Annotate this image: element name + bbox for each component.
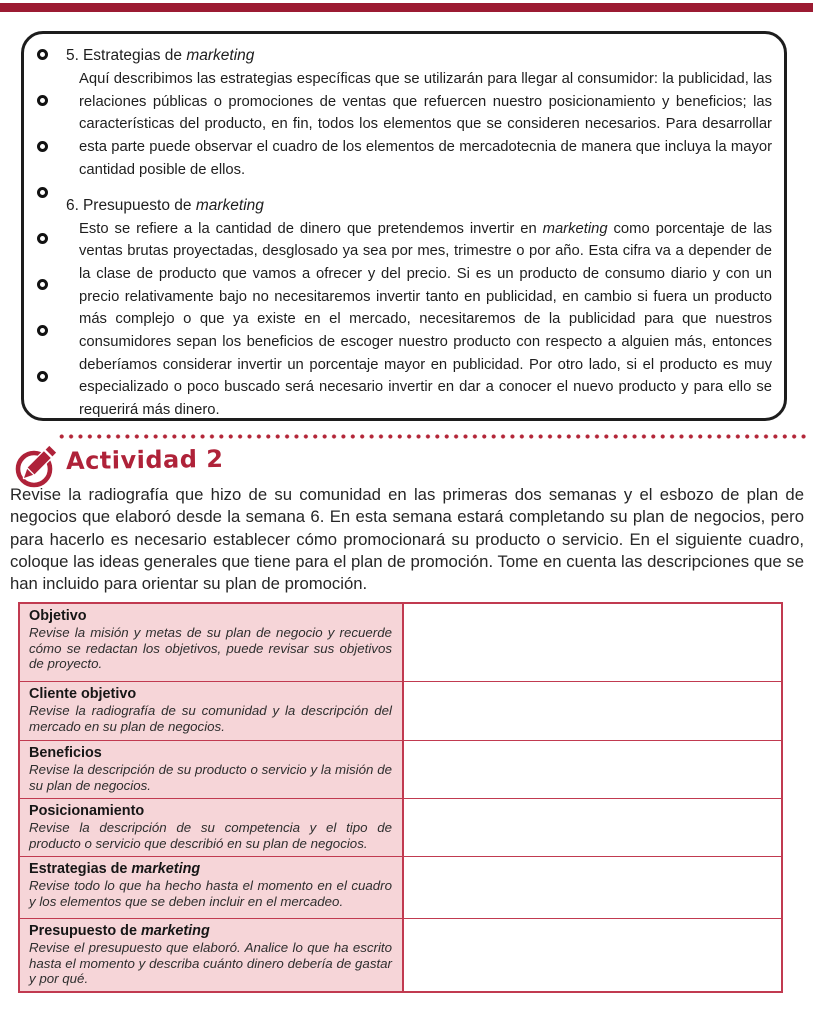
row-description: Revise la misión y metas de su plan de negocio y recuerde cómo se redactan los objetivos, puede revisar sus objetivos de proyecto. (29, 625, 392, 672)
page-top-accent-bar (0, 3, 813, 12)
row-description: Revise el presupuesto que elaboró. Analice lo que ha escrito hasta el momento y describa cuánto dinero debería de gastar y por qué. (29, 940, 392, 987)
binding-hole-icon (37, 95, 48, 106)
item-title-text: Estrategias de marketing (82, 47, 255, 64)
binding-hole-icon (37, 325, 48, 336)
notebook-box (21, 31, 787, 421)
binding-hole-icon (37, 49, 48, 60)
item-title (66, 45, 772, 67)
promotion-table (18, 602, 783, 993)
row-description: Revise la descripción de su competencia y el tipo de producto o servicio que describió en su plan de negocios. (29, 820, 392, 851)
answer-cell (404, 682, 781, 740)
answer-cell (404, 919, 781, 991)
list-item-marketing-budget (66, 195, 772, 422)
prompt-cell (20, 799, 404, 856)
table-row (20, 918, 781, 991)
table-row (20, 604, 781, 681)
answer-cell (404, 799, 781, 856)
binding-holes (37, 34, 59, 418)
binding-hole-icon (37, 279, 48, 290)
row-header: Estrategias de marketing (29, 861, 201, 877)
activity-instructions: Revise la radiografía que hizo de su comunidad en las primeras dos semanas y el esbozo de plan de negocios que elaboró desde la semana 6. En esta semana estará completando su plan de negocios, pero para hacerlo es necesario establecer cómo promocionará su producto o servicio. En el siguiente cuadro, coloque las ideas generales que tiene para el plan de promoción. Tome en cuenta las descripciones que se han incluido para orientar su plan de promoción. (10, 485, 804, 594)
item-body: Aquí describimos las estrategias específicas que se utilizarán para llegar al consumidor: la publicidad, las relaciones públicas o promociones de ventas que refuercen nuestro posicionamiento y beneficios; las características del producto, en fin, todos los elementos que se consideren necesarios. Para desarrollar esta parte puede observar el cuadro de los elementos de mercadotecnia de manera que incluya la mayor cantidad posible de ellos. (79, 71, 772, 178)
binding-hole-icon (37, 233, 48, 244)
table-row (20, 856, 781, 918)
row-header: Posicionamiento (29, 803, 145, 819)
table-row (20, 681, 781, 740)
binding-hole-icon (37, 187, 48, 198)
row-header: Beneficios (29, 745, 102, 761)
dotted-divider (57, 434, 807, 439)
item-number: 6. (66, 196, 79, 214)
row-header: Cliente objetivo (29, 686, 137, 702)
answer-cell (404, 857, 781, 918)
binding-hole-icon (37, 141, 48, 152)
row-description: Revise la descripción de su producto o servicio y la misión de su plan de negocios. (29, 762, 392, 793)
prompt-cell (20, 857, 404, 918)
prompt-cell (20, 682, 404, 740)
item-title (66, 195, 772, 217)
binding-hole-icon (37, 371, 48, 382)
row-description: Revise la radiografía de su comunidad y la descripción del mercado en su plan de negocios. (29, 703, 392, 734)
row-header: Presupuesto de marketing (29, 923, 210, 939)
prompt-cell (20, 919, 404, 991)
item-title-text: Presupuesto de marketing (82, 196, 264, 214)
list-item-marketing-strategies (66, 45, 772, 182)
row-header: Objetivo (29, 608, 87, 624)
table-row (20, 798, 781, 856)
prompt-cell (20, 741, 404, 798)
activity-title: Actividad 2 (65, 444, 224, 476)
row-description: Revise todo lo que ha hecho hasta el momento en el cuadro y los elementos que se deben incluir en el mercadeo. (29, 878, 392, 909)
prompt-cell (20, 604, 404, 681)
table-row (20, 740, 781, 798)
item-number: 5. (66, 47, 79, 64)
answer-cell (404, 741, 781, 798)
notebook-content (66, 45, 772, 422)
answer-cell (404, 604, 781, 681)
item-body: Esto se refiere a la cantidad de dinero que pretendemos invertir en marketing como porcentaje de las ventas brutas proyectadas, desglosado ya sea por mes, trimestre o por año. Esta cifra va a depender de la clase de producto que vamos a ofrecer y del precio. Si es un producto de consumo diario y con un precio relativamente bajo no necesitaremos invertir tanto en publicidad, en cambio si fuera un producto más complejo o que ya existe en el mercado, necesitaremos de la publicidad para que nuestros consumidores sepan los beneficios de escoger nuestro producto con respecto a alguien más, entonces deberíamos considerar invertir un porcentaje mayor en publicidad. Por otro lado, si el producto es muy especializado o poco buscado será necesario invertir en dar a conocer el nuevo producto y para ello se requerirá más dinero. (79, 220, 772, 419)
